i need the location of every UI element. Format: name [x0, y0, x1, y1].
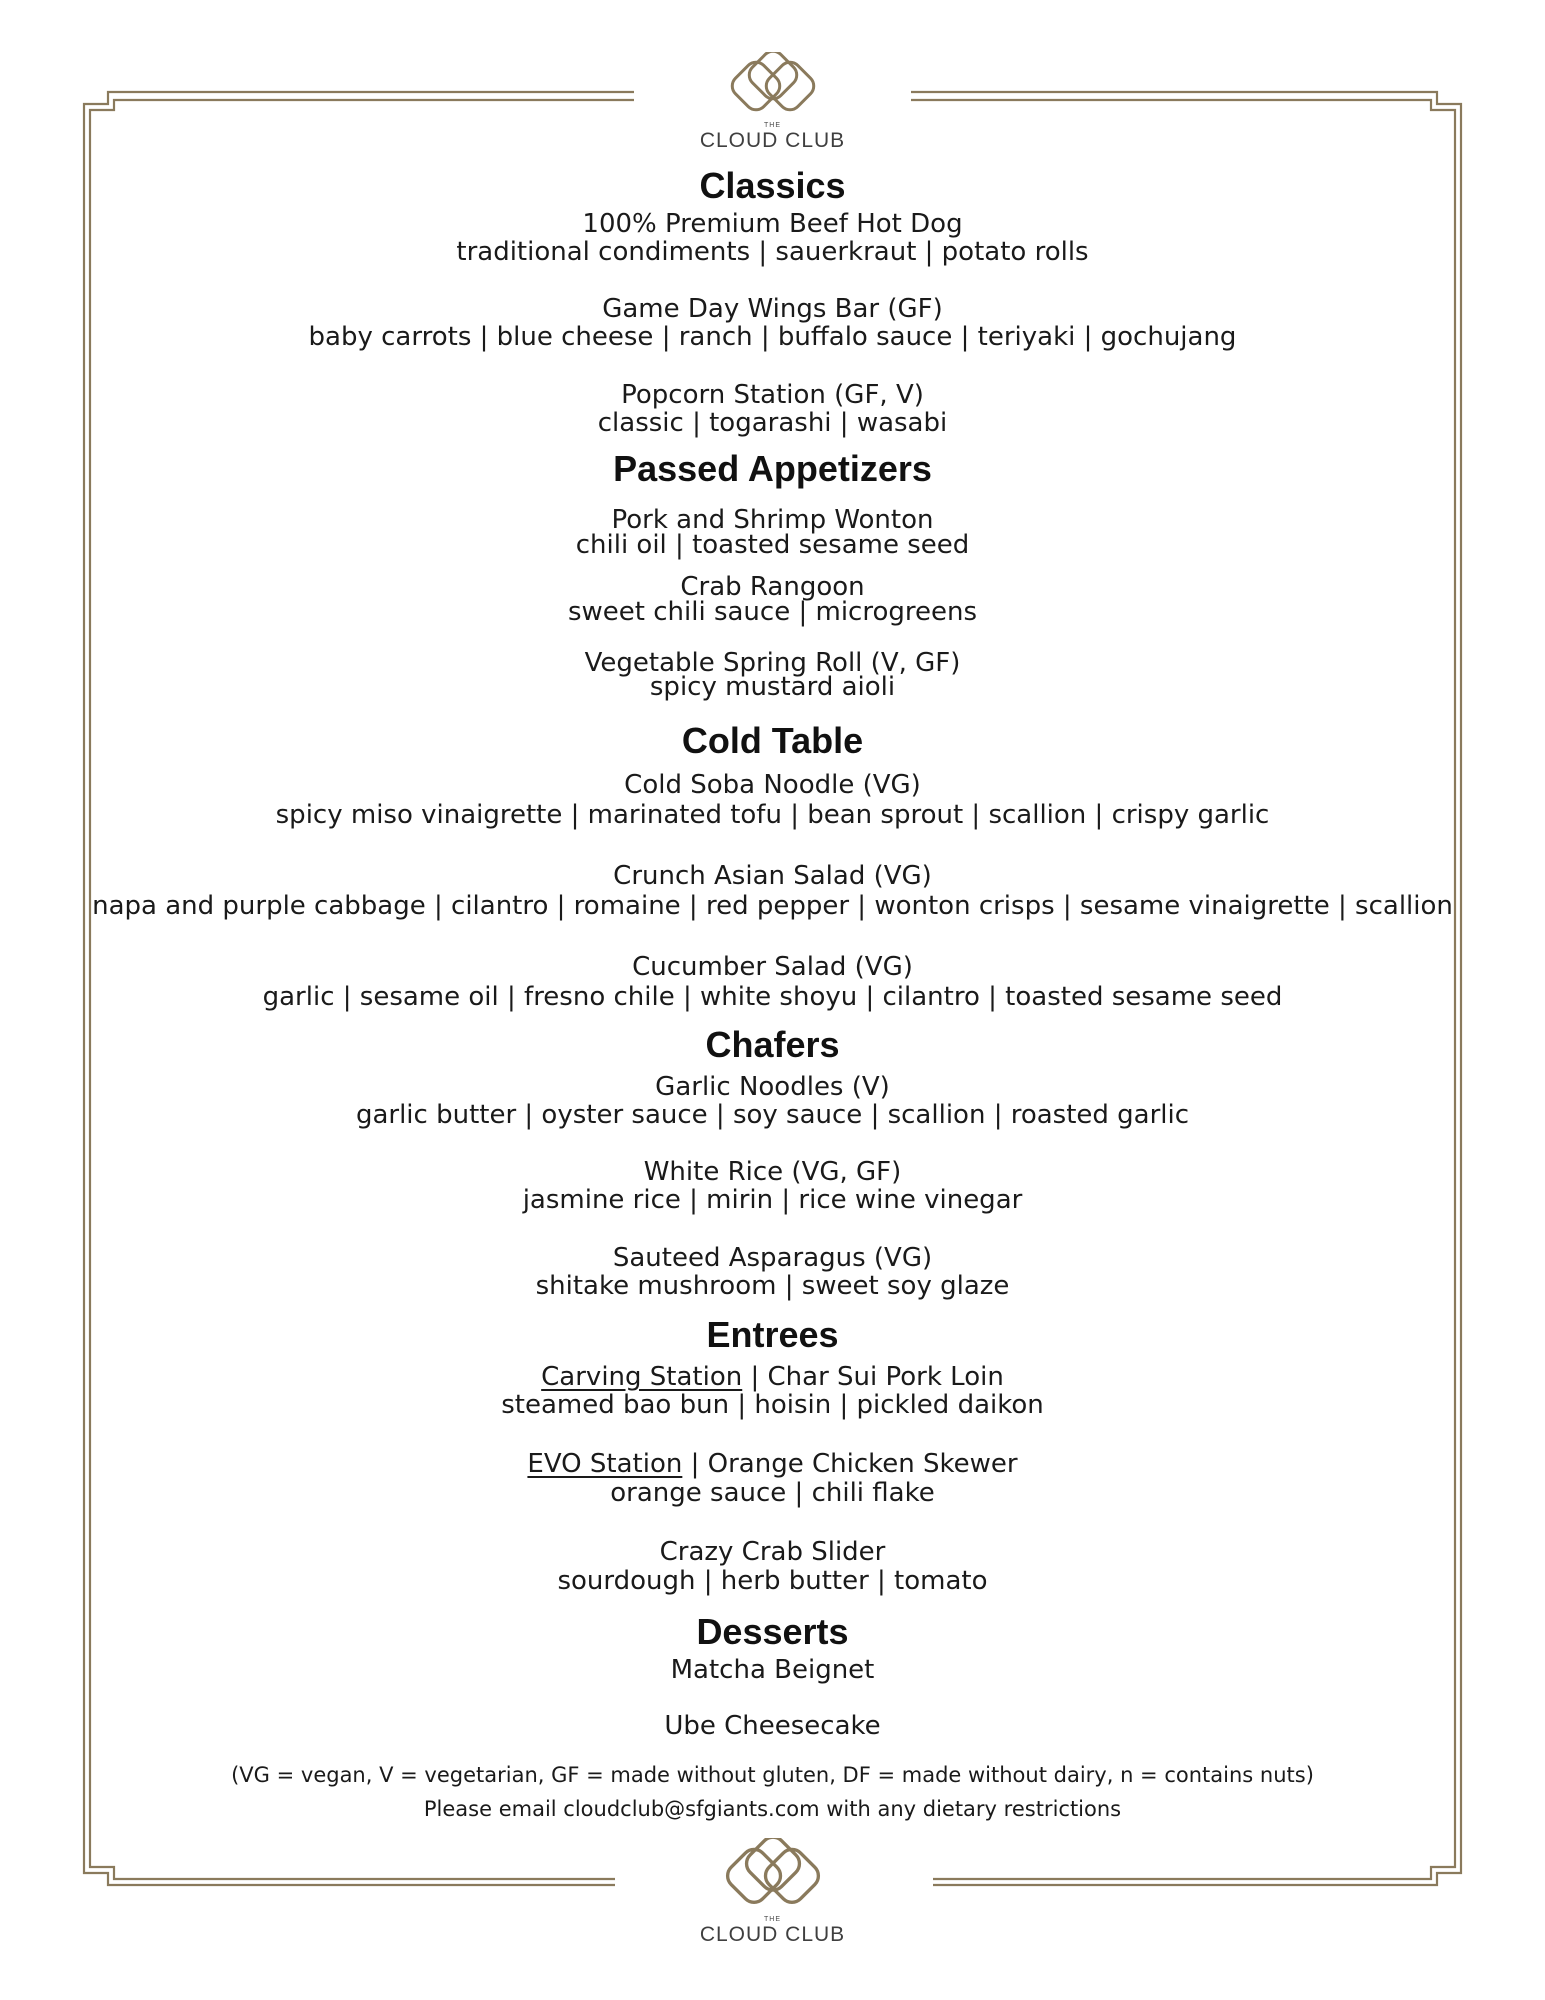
menu-item-details: baby carrots | blue cheese | ranch | buffalo sauce | teriyaki | gochujang: [308, 322, 1237, 352]
menu-item-details: jasmine rice | mirin | rice wine vinegar: [522, 1185, 1023, 1215]
menu-item-details: shitake mushroom | sweet soy glaze: [535, 1271, 1010, 1301]
brand-logo-name: CLOUD CLUB: [699, 1923, 846, 1946]
menu-item-name-text: | Char Sui Pork Loin: [742, 1362, 1004, 1392]
menu-item-name: Pork and Shrimp Wonton: [611, 505, 934, 535]
menu-item-details: napa and purple cabbage | cilantro | romaine | red pepper | wonton crisps | sesame vinaigrette | scallion: [92, 891, 1453, 921]
menu-item-details: classic | togarashi | wasabi: [597, 408, 948, 438]
menu-item-details: chili oil | toasted sesame seed: [575, 530, 970, 560]
menu-item-details: steamed bao bun | hoisin | pickled daikon: [501, 1390, 1044, 1420]
section-heading-entrees: Entrees: [706, 1314, 839, 1355]
menu-item-name: Vegetable Spring Roll (V, GF): [584, 648, 961, 678]
menu-item-name: Matcha Beignet: [670, 1655, 875, 1685]
dietary-legend: (VG = vegan, V = vegetarian, GF = made without gluten, DF = made without dairy, n = contains nuts): [231, 1763, 1314, 1787]
menu-item-name: Crazy Crab Slider: [659, 1537, 886, 1567]
brand-logo-small-text: THE: [764, 122, 781, 129]
menu-item-name: Sauteed Asparagus (VG): [612, 1243, 933, 1273]
menu-item-name: Garlic Noodles (V): [655, 1072, 890, 1102]
menu-item-name: Cucumber Salad (VG): [632, 952, 913, 982]
station-label: Carving Station: [541, 1362, 743, 1392]
menu-item-name: Crunch Asian Salad (VG): [613, 861, 932, 891]
menu-item-name: White Rice (VG, GF): [643, 1157, 902, 1187]
section-heading-chafers: Chafers: [705, 1024, 840, 1065]
menu-item-details: garlic butter | oyster sauce | soy sauce | scallion | roasted garlic: [355, 1100, 1190, 1130]
section-heading-passed-appetizers: Passed Appetizers: [613, 448, 932, 489]
menu-item-name: [80, 1449, 1465, 1479]
menu-item-name: Cold Soba Noodle (VG): [624, 770, 921, 800]
section-heading-desserts: Desserts: [696, 1611, 849, 1652]
brand-logo-top: [0, 52, 1545, 152]
cloud-club-emblem-icon: [721, 52, 825, 122]
section-heading-classics: Classics: [699, 165, 846, 206]
menu-item-details: garlic | sesame oil | fresno chile | white shoyu | cilantro | toasted sesame seed: [262, 982, 1283, 1012]
menu-item-details: orange sauce | chili flake: [610, 1478, 935, 1508]
menu-item-name: Game Day Wings Bar (GF): [602, 294, 943, 324]
menu-item-details: sourdough | herb butter | tomato: [557, 1566, 988, 1596]
menu-item-name: [80, 1362, 1465, 1392]
menu-item-name: Ube Cheesecake: [664, 1711, 881, 1741]
cloud-club-emblem-icon: [713, 1838, 833, 1916]
menu-item-details: spicy miso vinaigrette | marinated tofu | bean sprout | scallion | crispy garlic: [275, 800, 1270, 830]
menu-item-name: Popcorn Station (GF, V): [621, 380, 924, 410]
section-heading-cold-table: Cold Table: [681, 720, 864, 761]
station-label: EVO Station: [527, 1449, 683, 1479]
brand-logo-bottom: [0, 1838, 1545, 1946]
brand-logo-name: CLOUD CLUB: [699, 129, 846, 152]
menu-item-details: sweet chili sauce | microgreens: [567, 597, 978, 627]
dietary-contact-note: Please email cloudclub@sfgiants.com with any dietary restrictions: [423, 1797, 1122, 1821]
brand-logo-small-text: THE: [764, 1916, 781, 1923]
menu-item-name-text: | Orange Chicken Skewer: [682, 1449, 1018, 1479]
menu-item-name: Crab Rangoon: [680, 572, 865, 602]
menu-item-details: traditional condiments | sauerkraut | potato rolls: [456, 237, 1089, 267]
menu-item-name: 100% Premium Beef Hot Dog: [582, 209, 963, 239]
menu-item-details: spicy mustard aioli: [649, 672, 896, 702]
